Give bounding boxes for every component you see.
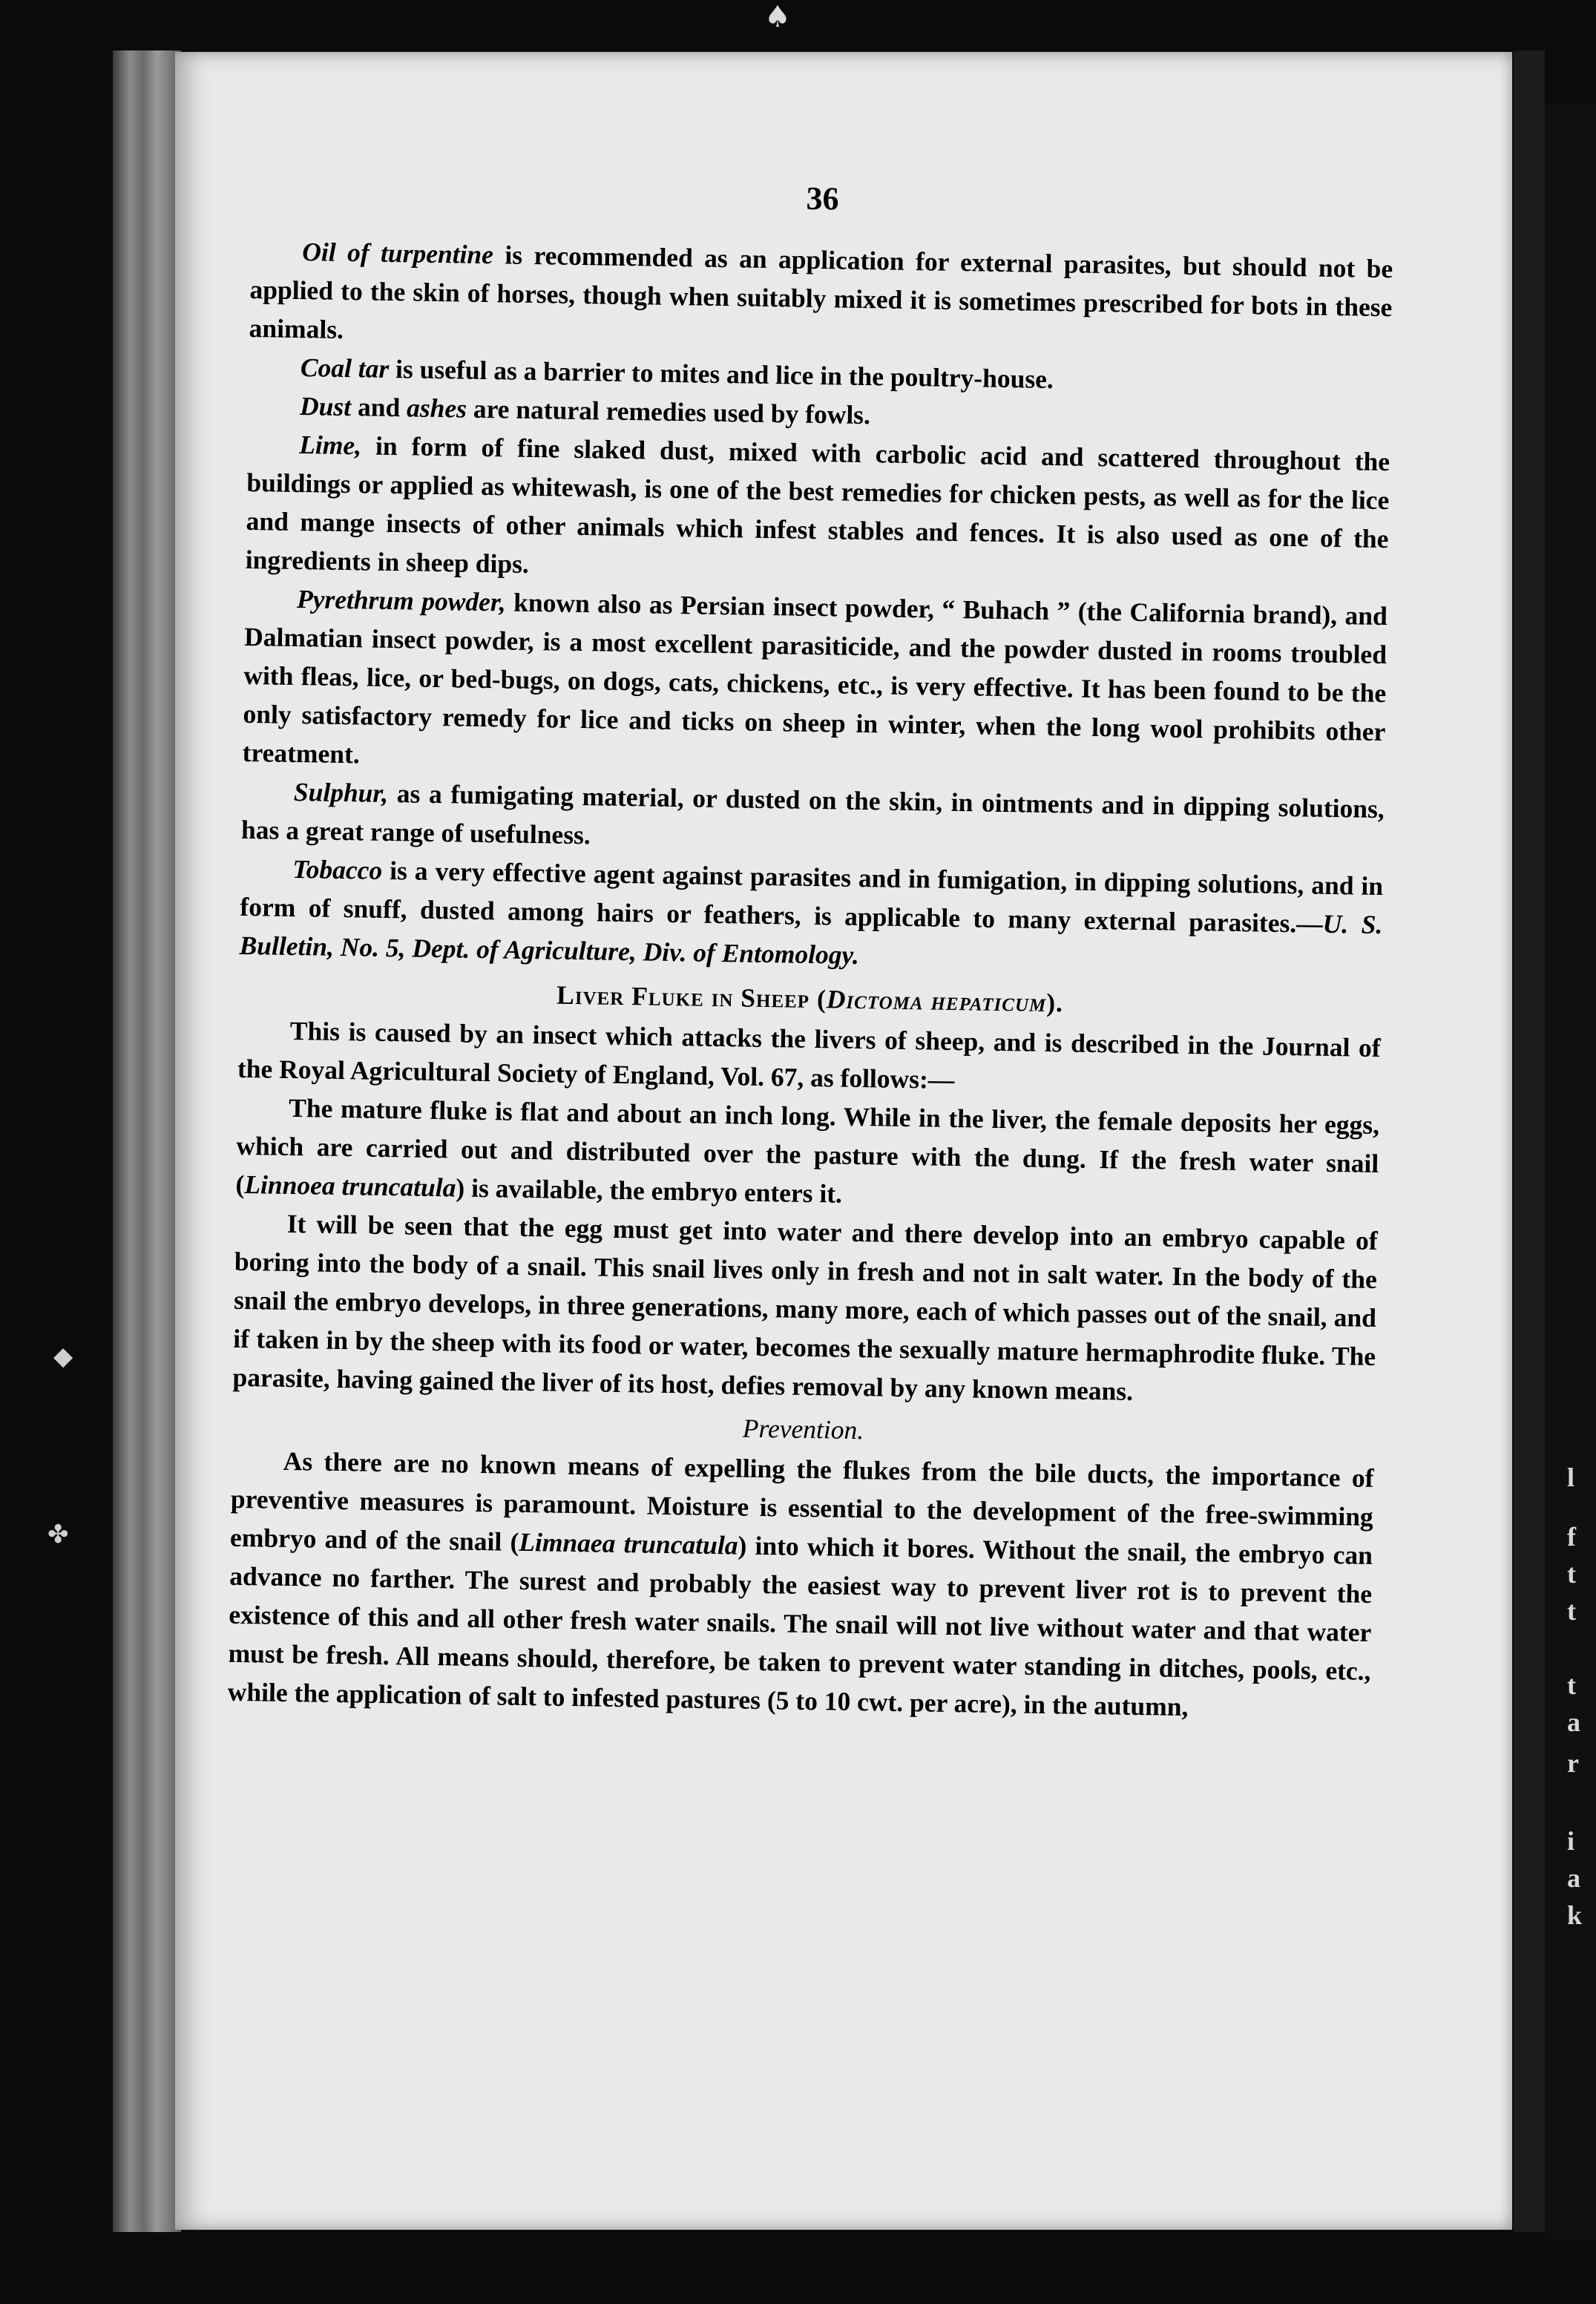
- paragraph-pyrethrum: [242, 579, 1388, 790]
- term: Lime,: [298, 430, 362, 461]
- source-citation: U. S. Bulletin, No. 5, Dept. of Agriculture, Div. of Entomology.: [239, 908, 1383, 970]
- margin-mark: ◆: [53, 1342, 73, 1371]
- paragraph-text: is a very effective agent against parasites and in fumigation, in dipping solutions, and in form of snuff, dusted among hairs or feathers, is applicable to many external parasites.—: [240, 855, 1384, 939]
- paragraph-text: and: [350, 392, 407, 423]
- page-text: [227, 126, 1394, 1729]
- fragment-letter: i: [1567, 1826, 1575, 1856]
- paragraph-text: The mature fluke is flat and about an inch long. While in the liver, the female deposits her eggs, which are carried out and distributed over the pasture with the dung. If the fresh water snail (: [235, 1092, 1380, 1200]
- fragment-letter: k: [1567, 1900, 1583, 1930]
- term: Dust: [299, 391, 352, 422]
- paragraph-text: It will be seen that the egg must get into water and there develop into an embryo capable of boring into the body of a snail. This snail lives only in fresh and not in salt water. In the body of the snail the embryo develops, in three generations, many more, each of which passes out of the snail, and if taken in by the sheep with its food or water, becomes the sexually mature hermaphrodite fluke. The parasite, having gained the liver of its host, defies removal by any known means.: [232, 1208, 1378, 1406]
- heading-text: Liver Fluke in Sheep (: [556, 979, 827, 1014]
- fragment-letter: a: [1567, 1707, 1580, 1737]
- paragraph-tobacco: [239, 849, 1383, 982]
- paragraph-text: as a fumigating material, or dusted on the skin, in ointments and in dipping solutions, has a great range of usefulness.: [240, 778, 1385, 850]
- fragment-letter: l: [1567, 1463, 1575, 1492]
- scan-blot: ♠: [764, 0, 791, 34]
- latin-name: Linnoea truncatula: [244, 1169, 456, 1203]
- paragraph-fluke-egg: [232, 1204, 1378, 1414]
- paragraph-lime: [245, 424, 1390, 597]
- fragment-letter: a: [1567, 1863, 1580, 1893]
- fragment-letter: t: [1567, 1670, 1576, 1700]
- paragraph-text: in form of fine slaked dust, mixed with carbolic acid and scattered throughout the buildings or applied as whitewash, is one of the best remedies for chicken pests, as well as for the lice and mange insects of other animals which infest stables and fences. It is also used as one of the ingredients in sheep dips.: [245, 430, 1390, 579]
- page-edge: [1514, 50, 1545, 2232]
- subheading-prevention: Prevention.: [742, 1413, 864, 1445]
- paragraph-fluke-mature: [235, 1088, 1379, 1221]
- paragraph-prevention: [227, 1441, 1374, 1729]
- paragraph-text: This is caused by an insect which attacks the livers of sheep, and is described in the Journal of the Royal Agricultural Society of England, Vol. 67, as follows:—: [237, 1015, 1381, 1095]
- fragment-letter: t: [1567, 1559, 1576, 1589]
- book-spine: [47, 50, 181, 2232]
- fragment-letter: r: [1567, 1748, 1579, 1778]
- margin-mark: ✤: [47, 1520, 69, 1549]
- page-number: 36: [806, 180, 839, 217]
- term: Tobacco: [292, 853, 383, 885]
- term: Coal tar: [300, 352, 390, 384]
- heading-text: ).: [1045, 987, 1064, 1018]
- paragraph-text: are natural remedies used by fowls.: [466, 393, 871, 430]
- paragraph-text: is useful as a barrier to mites and lice in the poultry-house.: [388, 353, 1054, 395]
- paragraph-text: ) into which it bores. Without the snail, the embryo can advance no farther. The surest and probably the easiest way to prevent liver rot is to prevent the existence of this and all other fresh water snails. The snail will not live without water and that water must be fresh. All means should, therefore, be taken to prevent water standing in ditches, pools, etc., while the application of salt to infested pastures (5 to 10 cwt. per acre), in the autumn,: [227, 1530, 1373, 1722]
- paragraph-text: ) is available, the embryo enters it.: [456, 1172, 843, 1209]
- term: Sulphur,: [293, 776, 389, 808]
- term: Pyrethrum powder,: [296, 584, 506, 617]
- term: ashes: [406, 393, 467, 424]
- latin-name: Dictoma hepaticum: [826, 984, 1047, 1017]
- paragraph-turpentine: [249, 232, 1393, 365]
- facing-page-fragment: [1545, 104, 1596, 2241]
- fragment-letter: f: [1567, 1522, 1576, 1552]
- term: Oil of turpentine: [302, 237, 494, 270]
- fragment-letter: t: [1567, 1596, 1576, 1626]
- paragraph-text: is recommended as an application for external parasites, but should not be applied to the skin of horses, though when suitably mixed it is sometimes prescribed for bots in these animals.: [249, 240, 1393, 344]
- paragraph-text: As there are no known means of expelling the flukes from the bile ducts, the importance of preventive measures is paramount. Moisture is essential to the development of the free-swimming embryo and of the snail (: [229, 1445, 1374, 1557]
- latin-name: Limnaea truncatula: [519, 1526, 738, 1560]
- paragraph-text: known also as Persian insect powder, “ Buhach ” (the California brand), and Dalmatian insect powder, is a most excellent parasiticide, and the powder dusted in rooms troubled with fleas, lice, or bed-bugs, on dogs, cats, chickens, etc., is very effective. It has been found to be the only satisfactory remedy for lice and ticks on sheep in winter, when the long wool prohibits other treatment.: [242, 587, 1388, 769]
